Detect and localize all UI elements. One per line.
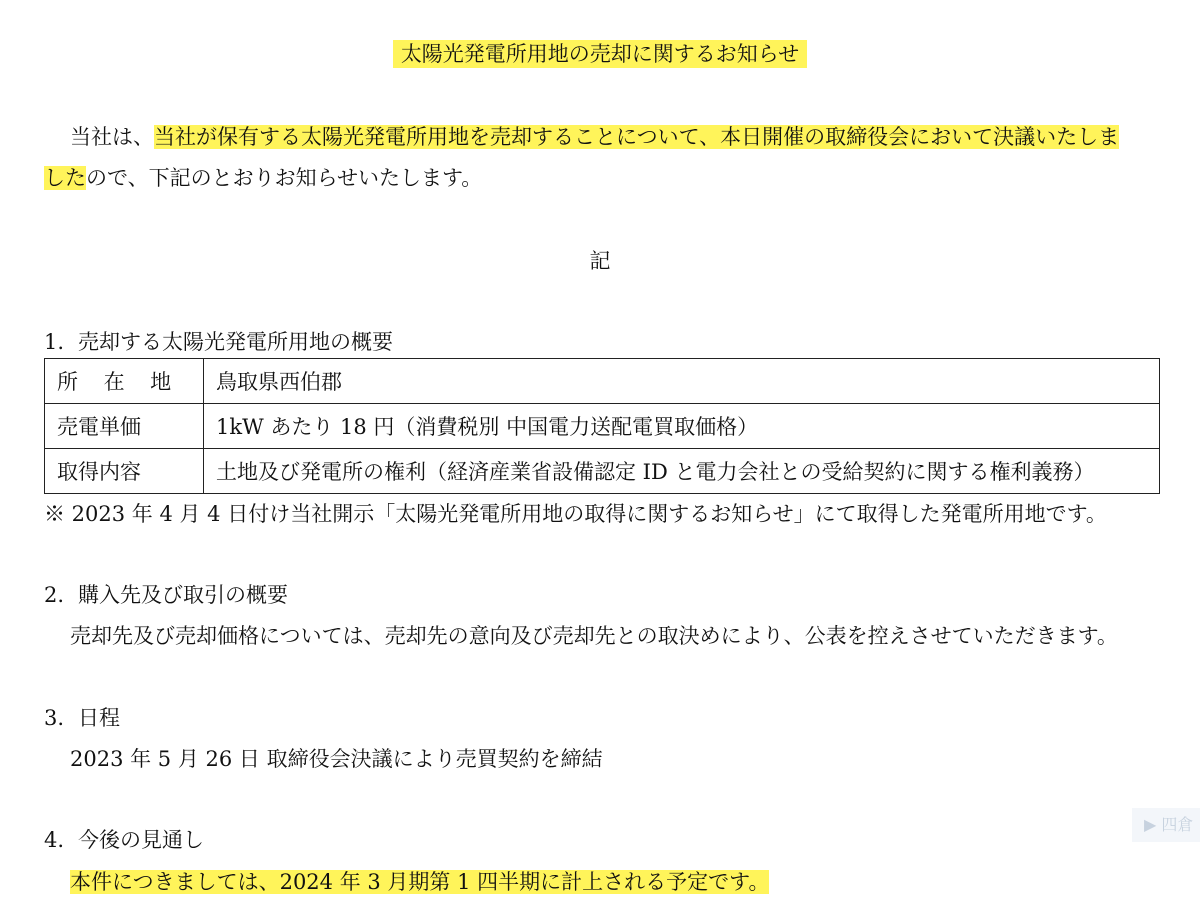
section-2-body: 売却先及び売却価格については、売却先の意向及び売却先との取決めにより、公表を控えさせていただきます。: [70, 624, 1118, 648]
summary-table: [44, 358, 1160, 494]
section-2-heading: [44, 579, 288, 609]
side-tab-button[interactable]: ▶ 四倉: [1132, 808, 1200, 842]
row-value-location: 鳥取県西伯郡: [204, 359, 1160, 404]
document-title-text: 太陽光発電所用地の売却に関するお知らせ: [393, 40, 807, 68]
intro-line-2: [44, 162, 482, 192]
row-value-contents: 土地及び発電所の権利（経済産業省設備認定 ID と電力会社との受給契約に関する権利義務）: [204, 449, 1160, 494]
ki-mark: 記: [589, 249, 611, 273]
section-3-body: 2023 年 5 月 26 日 取締役会決議により売買契約を締結: [70, 747, 603, 771]
document-title: [0, 38, 1200, 68]
section-4-highlight: 本件につきましては、2024 年 3 月期第 1 四半期に計上される予定です。: [70, 870, 770, 894]
section-1-title: 売却する太陽光発電所用地の概要: [78, 330, 393, 354]
row-label-price: 売電単価: [45, 404, 204, 449]
intro-tail: ので、下記のとおりお知らせいたします。: [86, 166, 483, 190]
intro-line-1: [70, 121, 1119, 151]
section-3-title: 日程: [78, 706, 120, 730]
section-2-title: 購入先及び取引の概要: [78, 583, 288, 607]
section-3-heading: [44, 702, 120, 732]
row-value-price: 1kW あたり 18 円（消費税別 中国電力送配電買取価格）: [204, 404, 1160, 449]
section-4-heading: [44, 824, 204, 854]
section-1-heading: [44, 326, 393, 356]
intro-highlight-2: した: [44, 166, 86, 190]
intro-lead: 当社は、: [70, 125, 154, 149]
section-1-number: 1.: [44, 330, 65, 354]
table-row: [45, 359, 1160, 404]
section-3-number: 3.: [44, 706, 65, 730]
section-4-number: 4.: [44, 828, 65, 852]
row-label-location: 所 在 地: [45, 359, 204, 404]
section-4-body: [70, 866, 769, 896]
section-1-note: ※ 2023 年 4 月 4 日付け当社開示「太陽光発電所用地の取得に関するお知らせ」にて取得した発電所用地です。: [44, 502, 1107, 526]
table-row: [45, 404, 1160, 449]
section-4-title: 今後の見通し: [78, 828, 204, 852]
table-row: [45, 449, 1160, 494]
row-label-contents: 取得内容: [45, 449, 204, 494]
section-2-number: 2.: [44, 583, 65, 607]
intro-highlight-1: 当社が保有する太陽光発電所用地を売却することについて、本日開催の取締役会において決議いたしま: [154, 125, 1120, 149]
